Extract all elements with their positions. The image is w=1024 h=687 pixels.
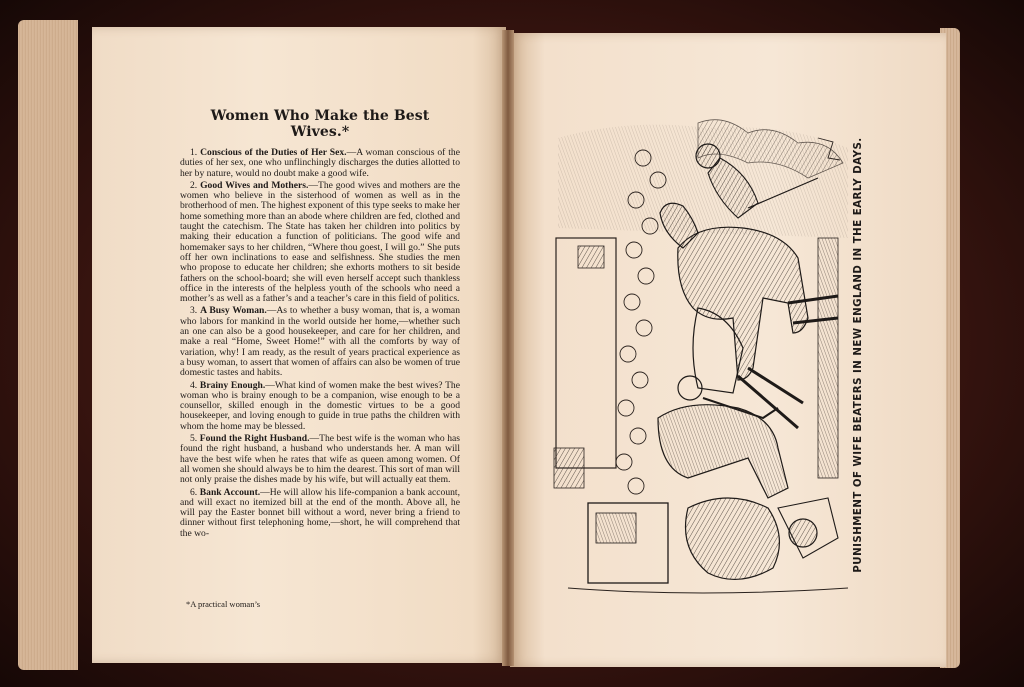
- page-stack-left: [18, 20, 78, 670]
- paragraph-number: 4.: [190, 379, 198, 391]
- paragraph-body: —As to whether a busy woman, that is, a woman who labors for mankind in the world outside her home,—whether such an one can also be a good housekeeper, and care for her children, and make a real “Home, Sweet Home!” with all the comforts by way of variation, why! I am ready, as the result of years practical experience as a busy woman, to assert that women of affairs can also be women of true domestic tastes and habits.: [180, 305, 460, 379]
- article-text: [180, 108, 460, 541]
- paragraph-body: —The good wives and mothers are the women who believe in the sisterhood of women as well as in the brotherhood of men. The highest exponent of this type seeks to make her home something more than an abode where children are fed, clothed and taught the catechism. The State has taken her children into politics by making their education a function of politicians. The good wife and homemaker says to her children, “Where thou goest, I will go.” She puts off her own inclinations to ease and selfishness. She studies the men who propose to educate her children; she exhorts mothers to sit beside fathers on the school-board; she will even herself accept such thankless office in the interests of the helpless youth of the schools who need a mother’s as well as a father’s and a teacher’s care in this field of politics.: [180, 179, 460, 305]
- paragraph-5: [180, 434, 460, 485]
- paragraph-2: [180, 181, 460, 305]
- paragraph-number: 1.: [190, 147, 198, 158]
- paragraph-heading: Bank Account.: [199, 486, 261, 498]
- paragraph-heading: A Busy Woman.: [200, 305, 267, 317]
- paragraph-heading: Brainy Enough.: [199, 379, 266, 391]
- engraving-illustration: [548, 118, 860, 604]
- paragraph-3: [180, 306, 460, 378]
- paragraph-heading: Found the Right Husband.: [199, 433, 310, 445]
- paragraph-number: 3.: [190, 305, 198, 317]
- footnote: *A practical woman’s: [186, 599, 261, 609]
- paragraph-heading: Good Wives and Mothers.: [200, 179, 309, 191]
- paragraph-6: [180, 488, 460, 539]
- paragraph-heading: Conscious of the Duties of Her Sex.: [200, 147, 347, 158]
- paragraph-body: —He will allow his life-companion a bank account, and will exact no itemized bill at the end of the month. Above all, he will pay the Easter bonnet bill without a word, never bring a friend to dinner without first telephoning home,—short, he will comprehend that the wo-: [180, 486, 461, 539]
- paragraph-4: [180, 381, 460, 432]
- book-gutter: [502, 30, 514, 666]
- paragraph-number: 6.: [190, 486, 198, 498]
- paragraph-body: —A woman conscious of the duties of her sex, one who unflinchingly discharges the duties allotted to her by nature, would no doubt make a good wife.: [180, 147, 460, 179]
- paragraph-number: 2.: [190, 179, 198, 191]
- paragraph-body: —The best wife is the woman who has found the right husband, a husband who understands her. A man will have the best wife when he rates that wife as queen among women. Of all women she should always be to him the dearest. This sort of man will not only praise the dishes made by his wife, but will actually eat them.: [180, 433, 460, 486]
- page-title: Women Who Make the Best Wives.*: [210, 108, 430, 140]
- paragraph-body: —What kind of women make the best wives? The woman who is brainy enough to be a companion, wise enough to be a counsellor, skilled enough in the domestic virtues to be a good housekeeper, and loving enough to guide in true paths the children with whom the home may be blessed.: [180, 379, 460, 432]
- paragraph-number: 5.: [190, 433, 198, 445]
- illustration-caption: PUNISHMENT OF WIFE BEATERS IN NEW ENGLAND IN THE EARLY DAYS.: [853, 137, 864, 573]
- paragraph-1: [180, 148, 460, 179]
